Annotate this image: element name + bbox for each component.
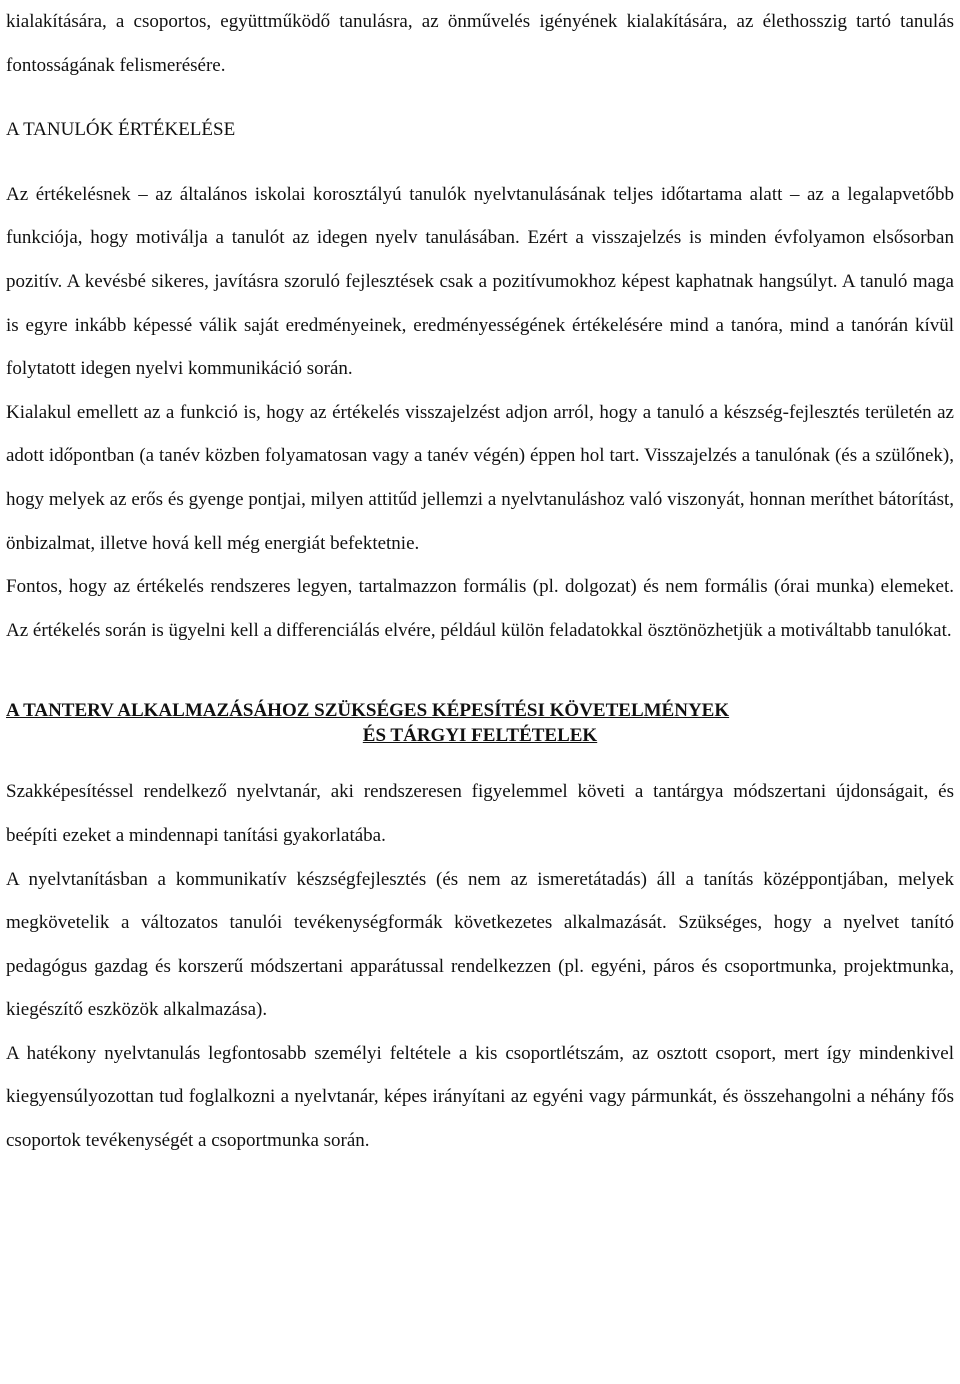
requirements-paragraph-2: A nyelvtanításban a kommunikatív készségfejlesztés (és nem az ismeretátadás) áll a tanítás középpontjában, melyek megkövetelik a változatos tanulói tevékenységformák következetes alkalmazását. Szükséges, hogy a nyelvet tanító pedagógus gazdag és korszerű módszertani apparátussal rendelkezzen (pl. egyéni, páros és csoportmunka, projektmunka, kiegészítő eszközök alkalmazása). (6, 868, 954, 1021)
requirements-paragraph-3: A hatékony nyelvtanulás legfontosabb személyi feltétele a kis csoportlétszám, az osztott csoport, mert így mindenkivel kiegyensúlyozottan tud foglalkozni a nyelvtanár, képes irányítani az egyéni vagy pármunkát, és összehangolni a néhány fős csoportok tevékenységét a csoportmunka során. (6, 1042, 954, 1152)
document-page (6, 0, 954, 1163)
assessment-paragraph-1: Az értékelésnek ‒ az általános iskolai korosztályú tanulók nyelvtanulásának teljes időtartama alatt ‒ az a legalapvetőbb funkciója, hogy motiválja a tanulót az idegen nyelv tanulásában. Ezért a visszajelzés is minden évfolyamon elsősorban pozitív. A kevésbé sikeres, javításra szoruló fejlesztések csak a pozitívumokhoz képest kaphatnak hangsúlyt. A tanuló maga is egyre inkább képessé válik saját eredményeinek, eredményességének értékelésére mind a tanóra, mind a tanórán kívül folytatott idegen nyelvi kommunikáció során. (6, 183, 954, 380)
requirements-heading-line-2: ÉS TÁRGYI FELTÉTELEK (362, 725, 598, 747)
assessment-paragraph-3: Fontos, hogy az értékelés rendszeres legyen, tartalmazzon formális (pl. dolgozat) és nem formális (órai munka) elemeket. Az értékelés során is ügyelni kell a differenciálás elvére, például külön feladatokkal ösztönözhetjük a motiváltabb tanulókat. (6, 576, 954, 641)
intro-paragraph: kialakítására, a csoportos, együttműködő tanulásra, az önművelés igényének kialakítására, az élethosszig tartó tanulás fontosságának felismerésére. (6, 11, 954, 76)
requirements-heading-line-1: A TANTERV ALKALMAZÁSÁHOZ SZÜKSÉGES KÉPESÍTÉSI KÖVETELMÉNYEK (6, 700, 730, 722)
assessment-paragraph-2: Kialakul emellett az a funkció is, hogy az értékelés visszajelzést adjon arról, hogy a tanuló a készség-fejlesztés területén az adott időpontban (a tanév közben folyamatosan vagy a tanév végén) éppen hol tart. Visszajelzés a tanulónak (és a szülőnek), hogy melyek az erős és gyenge pontjai, milyen attitűd jellemzi a nyelvtanuláshoz való viszonyát, honnan meríthet bátorítást, önbizalmat, illetve hová kell még energiát befektetnie. (6, 401, 954, 554)
requirements-paragraph-1: Szakképesítéssel rendelkező nyelvtanár, aki rendszeresen figyelemmel követi a tantárgya módszertani újdonságait, és beépíti ezeket a mindennapi tanítási gyakorlatába. (6, 781, 954, 846)
section-heading-requirements (6, 698, 954, 748)
section-heading-assessment: A TANULÓK ÉRTÉKELÉSE (6, 119, 236, 141)
